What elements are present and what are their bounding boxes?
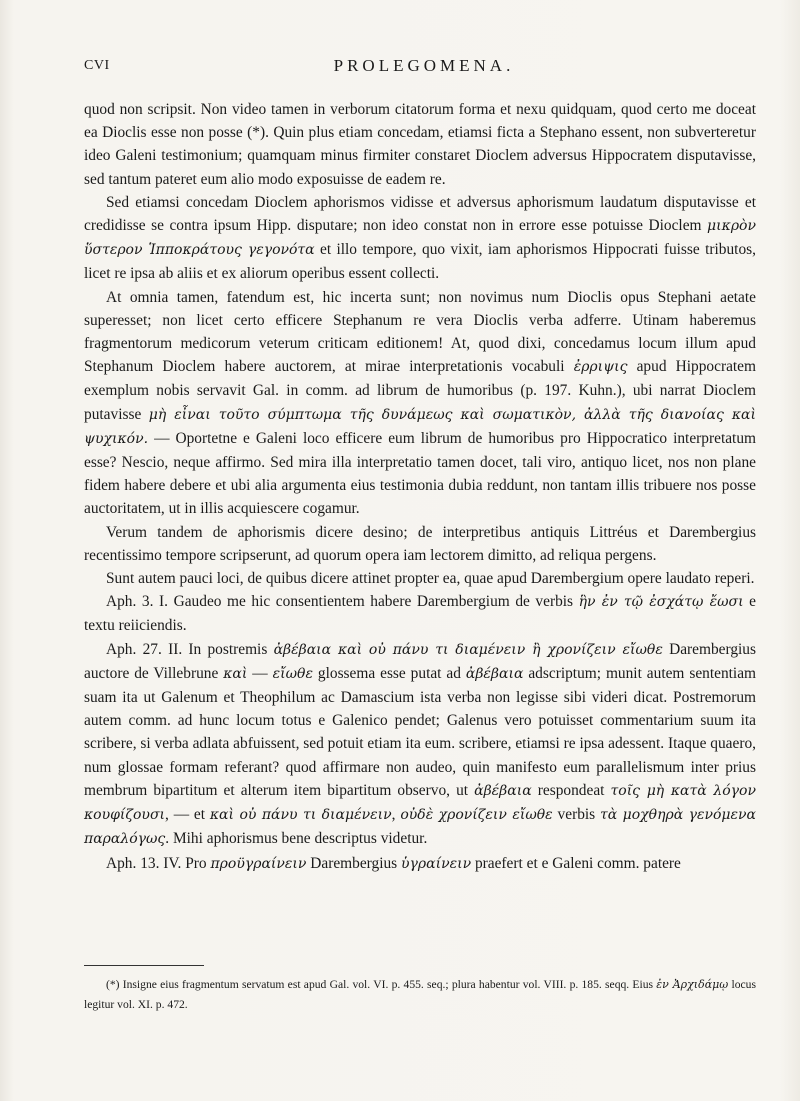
- paragraph-4: [84, 521, 756, 567]
- footnote-1: [84, 975, 756, 1015]
- latin-text: Aph. 13. IV. Pro: [106, 854, 211, 872]
- greek-quote: ἀβέβαια καὶ οὐ πάνυ τι διαμένειν ἢ χρονίζειν εἴωθε: [273, 641, 663, 658]
- latin-text: e textu reiiciendis.: [84, 593, 756, 635]
- latin-text: Verum tandem de aphorismis dicere desino; de interpretibus antiquis Littréus et Darembergius recentissimo tempore scripserunt, ad quorum opera iam lectorem dimitto, ad reliqua pergens.: [84, 523, 756, 564]
- latin-text: . Mihi aphorismus bene descriptus videtur.: [165, 830, 428, 848]
- latin-text: —: [247, 664, 273, 682]
- page-number: CVI: [84, 58, 110, 73]
- latin-text: Darembergius auctore de Villebrune: [84, 640, 756, 682]
- greek-quote: τὰ μοχθηρὰ γενόμενα παραλόγως: [84, 807, 756, 848]
- greek-quote: καὶ οὐ πάνυ τι διαμένειν: [209, 807, 392, 824]
- latin-text: , — et: [165, 806, 210, 824]
- latin-text: — Oportetne e Galeni loco efficere eum librum de humoribus pro Hippocratico interpretatum esse? Nescio, neque affirmo. Sed mira illa interpretatio tamen docet, tali viro, antiquo licet, nos non plane fidem habere debere et ubi alia argumenta eius testimonia dubia reddunt, non tantam illis tribuere nos posse auctoritatem, ut in illis acquiescere cogamur.: [84, 429, 756, 518]
- paragraph-1: [84, 98, 756, 191]
- paragraph-aph-3: [84, 590, 756, 637]
- greek-quote: καὶ: [223, 665, 248, 682]
- paragraph-aph-27: [84, 638, 756, 852]
- greek-quote: τοῖς μὴ κατὰ λόγον κουφίζουσι: [84, 782, 756, 824]
- footnotes: [84, 975, 756, 1015]
- greek-quote: ἐν Ἀρχιδάμῳ: [656, 978, 729, 991]
- latin-text: verbis: [552, 806, 600, 824]
- paragraph-3: [84, 286, 756, 521]
- greek-quote: μὴ εἶναι τοῦτο σύμπτωμα τῆς δυνάμεως καὶ σωματικὸν, ἀλλὰ τῆς διανοίας καὶ ψυχικόν.: [84, 406, 756, 447]
- latin-text: respondeat: [531, 781, 611, 799]
- greek-quote: εἴωθε: [272, 665, 313, 682]
- latin-text: Sunt autem pauci loci, de quibus dicere attinet propter ea, quae apud Darembergium opere laudato reperi.: [106, 570, 755, 588]
- latin-text: praefert et e Galeni comm. patere: [471, 854, 681, 872]
- greek-quote: προϋγραίνειν: [210, 855, 307, 872]
- latin-text: quod non scripsit. Non video tamen in verborum citatorum forma et nexu quidquam, quod certo me doceat ea Dioclis esse non posse (*). Quin plus etiam concedam, etiamsi ficta a Stephano essent, non subverteretur ideo Galeni testimonium; quamquam minus firmiter constaret Dioclem adversus Hippocratem disputavisse, sed tantum pateret eum alio modo exposuisse de eadem re.: [84, 101, 756, 188]
- paragraph-aph-13: [84, 852, 756, 876]
- latin-text: (*) Insigne eius fragmentum servatum est apud Gal. vol. VI. p. 455. seq.; plura habentur vol. VIII. p. 185. seqq. Eius: [106, 978, 657, 991]
- latin-text: At omnia tamen, fatendum est, hic incerta sunt; non novimus num Dioclis opus Stephani aetate superesset; non licet certo efficere Stephanum re vera Dioclis verba adferre. Utinam haberemus fragmentorum medicorum veterum criticam editionem! At, quod dixi, concedamus locum illum apud Stephanum Dioclem habere auctorem, at mirae interpretationis vocabuli: [84, 288, 756, 376]
- latin-text: Aph. 3. I. Gaudeo me hic consentientem habere Darembergium de verbis: [106, 593, 579, 611]
- greek-quote: ἀβέβαια: [474, 782, 532, 799]
- body-text: [84, 98, 756, 876]
- greek-quote: ἀβέβαια: [465, 665, 524, 682]
- greek-quote: οὐδὲ χρονίζειν εἴωθε: [400, 807, 553, 824]
- paragraph-5: [84, 567, 756, 590]
- paragraph-2: [84, 191, 756, 286]
- greek-quote: ὑγραίνειν: [401, 855, 472, 872]
- running-header: [84, 56, 764, 80]
- latin-text: Darembergius: [306, 854, 402, 872]
- latin-text: et illo tempore, quo vixit, iam aphorismos Hippocrati fuisse tributos, licet re ipsa ab aliis et ex aliorum operibus essent collecti.: [84, 241, 756, 283]
- greek-quote: ἣν ἐν τῷ ἐσχάτῳ ἔωσι: [578, 594, 744, 611]
- footnote-rule: [84, 965, 204, 966]
- latin-text: adscriptum; munit autem sententiam suam ita ut Galenum et Theophilum ac Damascium ista verba non legisse sibi videri dicat. Postremorum autem comm. ad hunc locum totus e Galenico pendet; Galenus vero potuisset commentarium suum ita scribere, si verba adlata abfuissent, sed potuit etiam ita eum. scribere, etiamsi re ipsa adessent. Itaque quaero, num glossae formam referant? quod affirmare non audeo, quin manifesto eum parallelismum inter prius membrum bipartitum et alterum item bipartitum observo, ut: [84, 664, 757, 799]
- latin-text: Aph. 27. II. In postremis: [106, 640, 274, 658]
- running-title: PROLEGOMENA.: [333, 56, 515, 75]
- latin-text: Sed etiamsi concedam Dioclem aphorismos vidisse et adversus aphorismum laudatum disputavisse et credidisse se contra ipsum Hipp. disputare; non ideo constat non in errore esse potuisse Dioclem: [84, 193, 756, 235]
- greek-quote: μικρὸν ὕστερον Ἱπποκράτους γεγονότα: [84, 218, 756, 259]
- greek-quote: ἐρριψις: [573, 359, 628, 376]
- latin-text: locus legitur vol. XI. p. 472.: [84, 978, 756, 1011]
- latin-text: apud Hippocratem exemplum nobis servavit Gal. in comm. ad librum de humoribus (p. 197. Kuhn.), ubi narrat Dioclem putavisse: [84, 358, 756, 423]
- latin-text: ,: [391, 806, 401, 824]
- latin-text: glossema esse putat ad: [312, 664, 466, 682]
